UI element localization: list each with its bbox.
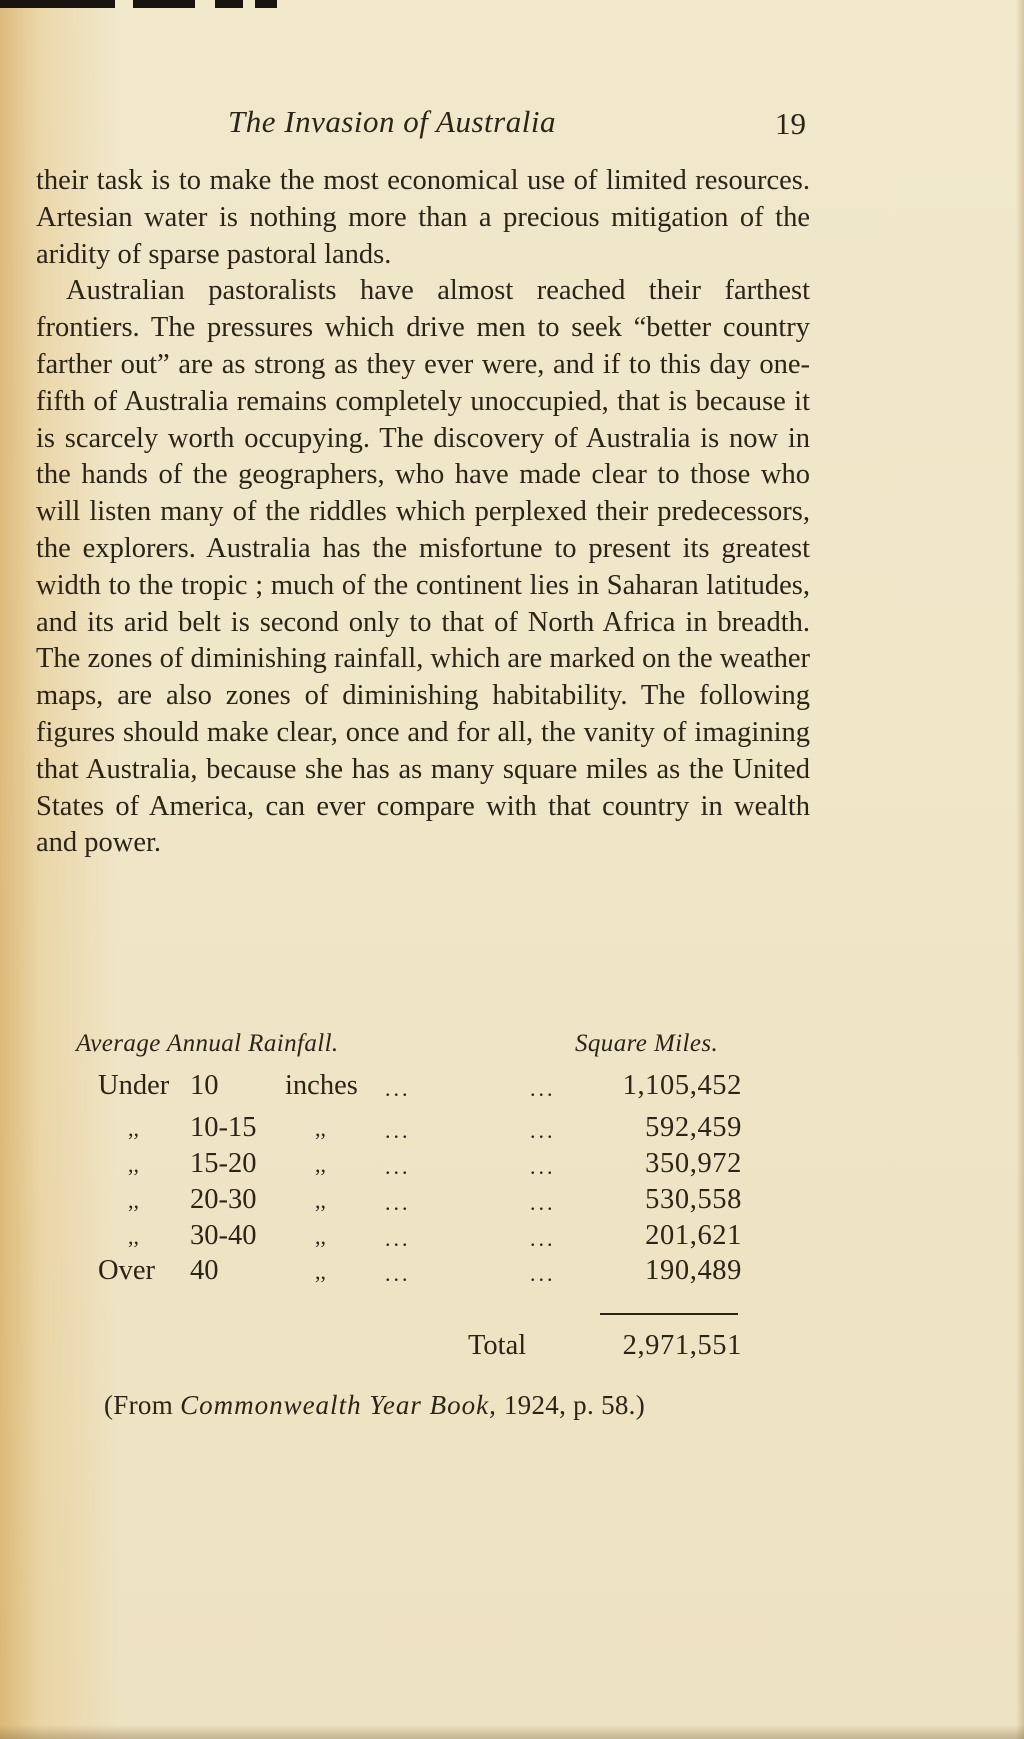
edge-mark (215, 0, 243, 8)
paragraph: Australian pastoralists have almost reached their farthest frontiers. The pressures which drive men to seek “better country farther out” are as strong as they ever were, and if to this day one-fifth of Australia remains completely unoccupied, that is because it is scarcely worth occupying. The discovery of Australia is now in the hands of the geographers, who have made clear to those who will listen many of the riddles which perplexed their predecessors, the explorers. Australia has the misfortune to present its greatest width to the tropic ; much of the continent lies in Saharan latitudes, and its arid belt is second only to that of North Africa in breadth. The zones of diminishing rainfall, which are marked on the weather maps, are also zones of diminishing habitability. The following figures should make clear, once and for all, the vanity of imagining that Australia, because she has as many square miles as the United States of America, can ever compare with that country in wealth and power. (36, 275, 810, 859)
square-miles-value: 592,459 (645, 1112, 742, 1143)
leader-dots: ... (385, 1190, 411, 1215)
row-label: ,, (128, 1116, 139, 1141)
leader-dots: ... (385, 1076, 411, 1101)
body-text (36, 163, 810, 862)
rainfall-range: 40 (190, 1255, 219, 1286)
edge-gap (243, 0, 255, 8)
paragraph: their task is to make the most economical use of limited resources. Artesian water is nothing more than a precious mitigation of the aridity of sparse pastoral lands. (36, 165, 810, 270)
row-label: ,, (128, 1152, 139, 1177)
running-head (0, 104, 1024, 144)
edge-gap (115, 0, 133, 8)
leader-dots: ... (530, 1118, 556, 1143)
square-miles-value: 201,621 (645, 1220, 742, 1251)
square-miles-value: 1,105,452 (622, 1070, 742, 1101)
total-label: Total (468, 1330, 527, 1361)
right-page-edge (1016, 0, 1024, 1739)
rainfall-unit: ,, (315, 1224, 326, 1249)
table-row (0, 1070, 1024, 1106)
table-row (0, 1148, 1024, 1184)
square-miles-value: 190,489 (645, 1255, 742, 1286)
rainfall-range: 30-40 (190, 1220, 257, 1251)
leader-dots: ... (530, 1226, 556, 1251)
rainfall-unit: inches (285, 1070, 358, 1101)
bottom-page-edge (0, 1725, 1024, 1739)
rainfall-range: 10 (190, 1070, 219, 1101)
edge-mark (0, 0, 115, 8)
table-row (0, 1220, 1024, 1256)
leader-dots: ... (530, 1076, 556, 1101)
edge-mark (255, 0, 277, 8)
row-label: Under (98, 1070, 170, 1101)
total-row (0, 1330, 1024, 1370)
total-value: 2,971,551 (622, 1330, 742, 1361)
row-label: Over (98, 1255, 155, 1286)
source-suffix: 1924, p. 58.) (496, 1390, 646, 1420)
running-title: The Invasion of Australia (228, 104, 556, 139)
rainfall-table (0, 1030, 1024, 1290)
table-row (0, 1112, 1024, 1148)
rainfall-range: 15-20 (190, 1148, 257, 1179)
page-number: 19 (775, 106, 806, 141)
total-rule (600, 1313, 738, 1315)
square-miles-column-header: Square Miles. (575, 1030, 719, 1057)
leader-dots: ... (385, 1226, 411, 1251)
rainfall-unit: ,, (315, 1188, 326, 1213)
edge-mark (133, 0, 195, 8)
row-label: ,, (128, 1188, 139, 1213)
square-miles-value: 350,972 (645, 1148, 742, 1179)
leader-dots: ... (530, 1261, 556, 1286)
row-label: ,, (128, 1224, 139, 1249)
table-row (0, 1184, 1024, 1220)
rainfall-unit: ,, (315, 1116, 326, 1141)
edge-gap (195, 0, 215, 8)
table-row (0, 1255, 1024, 1291)
top-scan-edge (0, 0, 1024, 8)
leader-dots: ... (385, 1154, 411, 1179)
leader-dots: ... (385, 1261, 411, 1286)
rainfall-range: 10-15 (190, 1112, 257, 1143)
source-title: Commonwealth Year Book, (180, 1390, 497, 1420)
rainfall-range: 20-30 (190, 1184, 257, 1215)
square-miles-value: 530,558 (645, 1184, 742, 1215)
rainfall-unit: ,, (315, 1259, 326, 1284)
rainfall-unit: ,, (315, 1152, 326, 1177)
source-prefix: (From (104, 1390, 181, 1420)
leader-dots: ... (530, 1190, 556, 1215)
source-citation (104, 1390, 645, 1421)
rainfall-column-header: Average Annual Rainfall. (76, 1030, 339, 1057)
leader-dots: ... (530, 1154, 556, 1179)
leader-dots: ... (385, 1118, 411, 1143)
